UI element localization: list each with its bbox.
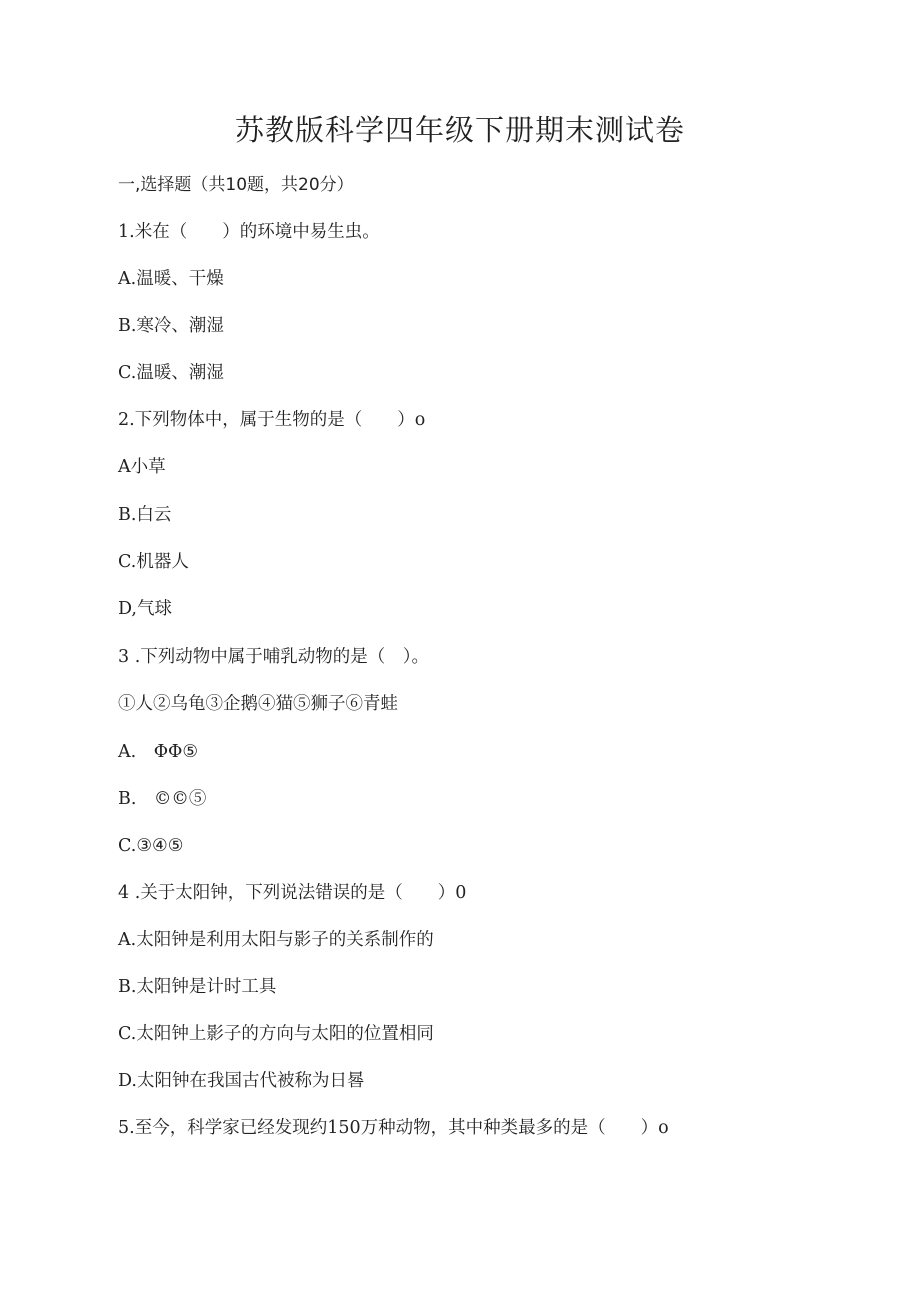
- question-2-option-a: A小草: [118, 457, 166, 477]
- document-title: 苏教版科学四年级下册期末测试卷: [234, 113, 685, 147]
- question-5-stem: 5.至今，科学家已经发现约150万种动物，其中种类最多的是（ ）o: [118, 1118, 669, 1138]
- question-3-option-b: B. ©©⑤: [118, 789, 207, 809]
- question-1-option-c: C.温暖、潮湿: [118, 363, 224, 383]
- question-1-option-a: A.温暖、干燥: [118, 269, 224, 289]
- question-4-option-d: D.太阳钟在我国古代被称为日晷: [118, 1071, 365, 1091]
- question-3-stem: 3 .下列动物中属于哺乳动物的是（ ）。: [118, 647, 430, 667]
- section-heading: 一,选择题（共10题，共20分）: [118, 175, 354, 195]
- question-4-stem: 4 .关于太阳钟，下列说法错误的是（ ）0: [118, 883, 467, 903]
- question-3-option-c: C.③④⑤: [118, 836, 184, 856]
- question-4-option-a: A.太阳钟是利用太阳与影子的关系制作的: [118, 930, 434, 950]
- question-2-option-b: B.白云: [118, 505, 172, 525]
- question-1-stem: 1.米在（ ）的环境中易生虫。: [118, 222, 380, 242]
- question-2-stem: 2.下列物体中，属于生物的是（ ）o: [118, 410, 426, 430]
- question-1-option-b: B.寒冷、潮湿: [118, 316, 224, 336]
- question-3-option-a: A. ΦΦ⑤: [118, 742, 199, 762]
- question-2-option-c: C.机器人: [118, 552, 189, 572]
- question-4-option-b: B.太阳钟是计时工具: [118, 977, 277, 997]
- question-2-option-d: D,气球: [118, 599, 172, 619]
- question-4-option-c: C.太阳钟上影子的方向与太阳的位置相同: [118, 1024, 434, 1044]
- question-3-animal-list: ①人②乌龟③企鹅④猫⑤狮子⑥青蛙: [118, 694, 398, 714]
